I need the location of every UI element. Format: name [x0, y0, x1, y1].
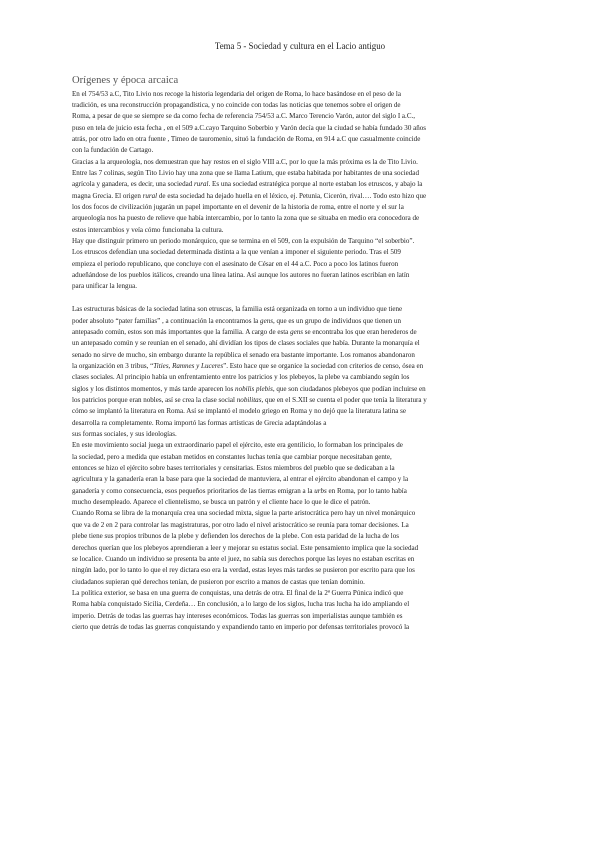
body-line: clases sociales. Al principio había un enfrentamiento entre los patricios y los plebeyos, la plebe va cambiando según los: [72, 373, 410, 382]
body-line: sus formas sociales, y sus ideologías.: [72, 430, 177, 438]
body-line: mucho desempleado. Aparece el clientelismo, se busca un patrón y el cliente hace lo que le dice el patrón.: [72, 498, 371, 507]
body-line: atrás, por otro lado en otra fuente , Timeo de tauromenio, situó la fundación de Roma, en 914 a.C que casualmente coincide: [72, 134, 421, 143]
body-line: tradición, es una reconstrucción propagandística, y no coincide con todas las noticias que tenemos sobre el origen de: [72, 100, 401, 109]
body-line: agrícola y ganadera, es decir, una sociedad rural. Es una sociedad estratégica porque al norte estaban los etruscos, y abajo la: [72, 180, 423, 189]
body-line: senado no sirve de mucho, sin embargo durante la república el senado era bastante importante. Los romanos abandonaron: [72, 350, 415, 359]
body-line: Roma había conquistado Sicilia, Cerdeña… En conclusión, a lo largo de los siglos, lucha tras lucha ha ido ampliando el: [72, 600, 410, 609]
body-line: imperio. Detrás de todas las guerras hay intereses económicos. Todas las guerras son imperialistas aunque también es: [72, 611, 403, 620]
body-line: Hay que distinguir primero un periodo monárquico, que se termina en el 509, con la expulsión de Tarquino “el soberbio”.: [72, 237, 415, 245]
body-line: entonces se hizo el ejército sobre bases territoriales y censitarias. Estos miembros del pueblo que se dedicaban a la: [72, 464, 395, 472]
body-line: En este movimiento social juega un extraordinario papel el ejército, este era gentilicio, lo formaban los principales de: [72, 441, 403, 450]
body-line: ciudadanos supieran qué derechos tenían, de pusieron por escrito a manos de castas que tenían dominio.: [72, 577, 365, 586]
body-line: derechos querían que los plebeyos aprendieran a leer y mejorar su estatus social. Este pensamiento implica que la sociedad: [72, 543, 419, 552]
body-line: cierto que detrás de todas las guerras conquistando y expandiendo tanto en imperio por defensas territoriales provocó la: [72, 622, 410, 631]
body-line: empieza el periodo republicano, que concluye con el asesinato de César en el 44 a.C. Poco a poco los latinos fueron: [72, 259, 399, 268]
body-line: Roma, a pesar de que se siempre se da como fecha de referencia 754/53 a.C. Marco Terencio Varón, autor del siglo I a.C.,: [72, 112, 416, 121]
body-line: la organización en 3 tribus, “Tities, Ramnes y Luceres”. Esto hace que se organice la sociedad con criterios de censo, ósea en: [72, 361, 424, 370]
body-line: la sociedad, pero a medida que estaban metidos en constantes luchas tenía que cambiar porque necesitaban gente,: [72, 452, 392, 461]
body-line: siglos y los distintos momentos, y más tarde aparecen los nobilis plebis, que son ciudadanos plebeyos que podían incluirse en: [72, 384, 426, 393]
body-line: Gracias a la arqueología, nos demuestran que hay restos en el siglo VIII a.C, por lo que la más próxima es la de Tito Livio.: [72, 157, 418, 166]
body-line: los dos focos de civilización jugarán un papel importante en el devenir de la historia de roma, entre el norte y el sur la: [72, 203, 404, 211]
body-line: ningún lado, por lo tanto lo que el rey dictara eso era la verdad, estas leyes más tardes se pusieron por escrito para que los: [72, 566, 415, 575]
body-line: estos intercambios y veía cómo funcionaba la cultura.: [72, 225, 224, 234]
body-line: se localice. Cuando un individuo se presenta ba ante el juez, no sabía sus derechos porque las leyes no estaban escritas en: [72, 554, 415, 563]
body-line: antepasado común, estos son más importantes que la familia. A cargo de esta gens se encontraba los que eran herederos de: [72, 327, 417, 336]
body-line: ganadería y como consecuencia, esos pequeños prioritarios de las tierras emigran a la urbs en Roma, por lo tanto había: [72, 486, 407, 495]
body-line: un antepasado común y se reunían en el senado, ahí dividían los tipos de clases sociales que había. Durante la monarquía el: [72, 339, 420, 348]
body-line: cómo se implantó la literatura en Roma. Así se implantó el modelo griego en Roma y no dejó que la literatura latina se: [72, 407, 407, 416]
body-line: desarrolla ra completamente. Roma importó las formas artísticas de Grecia adaptándolas a: [72, 418, 327, 427]
body-line: los patricios porque eran nobles, así se crea la clase social nobilitas, que en el S.XII se cuenta el poder que tenía la literatura y: [72, 395, 427, 404]
body-line: arqueología nos ha puesto de relieve que había intercambio, por lo tanto la zona que se situaba en medio era conocedora de: [72, 214, 420, 223]
body-line: poder absoluto “pater familias” , a continuación la encontramos la gens, que es un grupo de individuos que tienen un: [72, 316, 401, 325]
body-line: Entre las 7 colinas, según Tito Livio hay una zona que se llama Latium, que estaba habitada por habitantes de una sociedad: [72, 168, 419, 177]
body-line: La política exterior, se basa en una guerra de conquistas, una detrás de otra. El final de la 2ª Guerra Púnica indicó que: [72, 588, 404, 597]
body-line: para unificar la lengua.: [72, 282, 137, 291]
body-line: Cuando Roma se libra de la monarquía crea una sociedad mixta, sigue la parte aristocrática pero hay un nivel monárquico: [72, 509, 416, 518]
body-line: En el 754/53 a.C, Tito Livio nos recoge la historia legendaria del origen de Roma, lo hace basándose en el peso de la: [72, 89, 401, 98]
section-heading: Orígenes y época arcaica: [72, 75, 179, 86]
body-line: puso en tela de juicio esta fecha , en el 509 a.C.cayo Tarquino Soberbio y Varón decía que la ciudad se había fundado 30 años: [72, 123, 427, 132]
document-title: Tema 5 - Sociedad y cultura en el Lacio antiguo: [214, 41, 386, 51]
body-line: adueñándose de los pueblos itálicos, creando una línea latina. Así aunque los autores no fueran latinos escribían en latín: [72, 271, 410, 280]
body-line: Los etruscos defendían una sociedad determinada distinta a la que venían a imponer el siguiente periodo. Tras el 509: [72, 248, 401, 257]
body-line: plebe tiene sus propios tribunos de la plebe y defienden los derechos de la plebe. Con esta paridad de la lucha de los: [72, 532, 399, 541]
body-line: Las estructuras básicas de la sociedad latina son etruscas, la familia está organizada en torno a un individuo que tiene: [72, 305, 403, 314]
body-line: con la fundación de Cartago.: [72, 146, 154, 155]
body-line: agricultura y la ganadería eran la base para que la sociedad de mantuviera, al entrar el ejército abandonan el campo y la: [72, 475, 409, 484]
body-line: magna Grecia. El origen rural de esta sociedad ha dejado huella en el léxico, ej. Petunia, Cicerón, rival…. Todo esto hizo que: [72, 191, 427, 200]
body-line: que va de 2 en 2 para controlar las magistraturas, por otro lado el nivel aristocrático se reunía para tomar decisiones. La: [72, 520, 409, 529]
